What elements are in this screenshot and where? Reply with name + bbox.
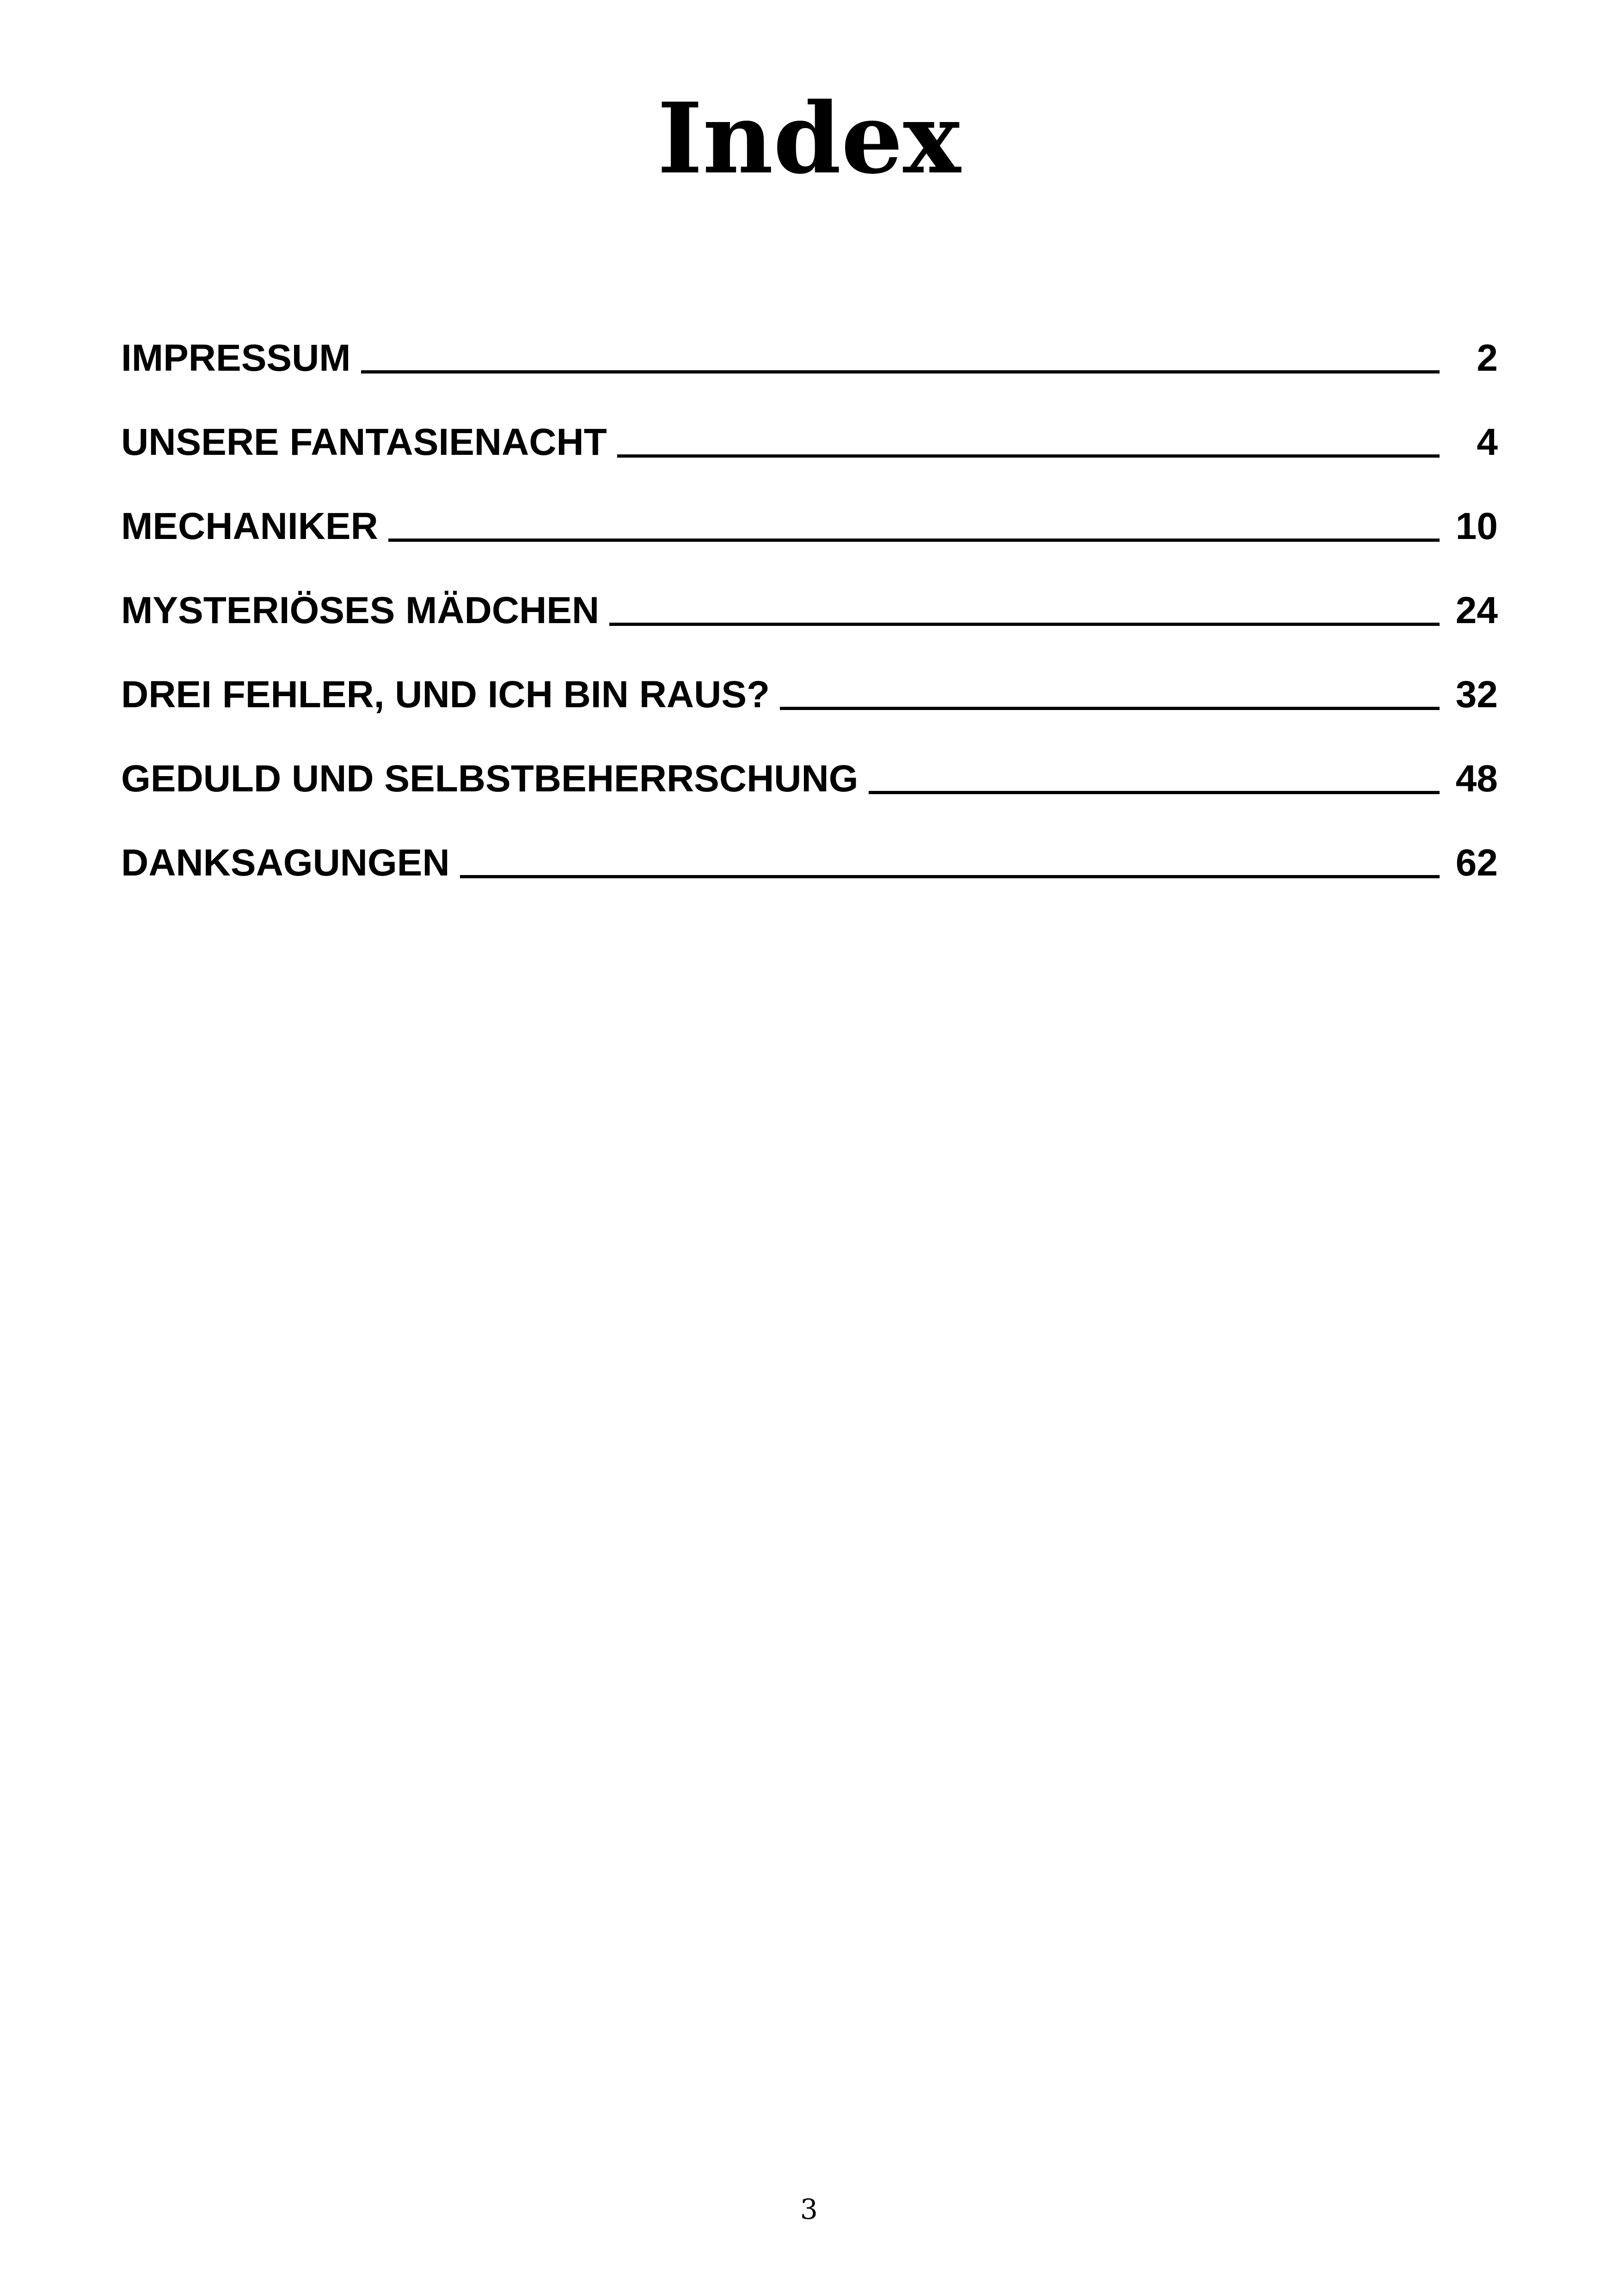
toc-entry-label: IMPRESSUM (121, 337, 351, 379)
toc-entry-page: 10 (1455, 505, 1498, 547)
toc-leader-line (780, 707, 1440, 710)
toc-entry-label: UNSERE FANTASIENACHT (121, 421, 607, 463)
toc-entry-page: 32 (1455, 673, 1498, 716)
toc-leader-line (361, 370, 1440, 373)
toc-entry-page: 2 (1477, 337, 1498, 379)
toc-entry-label: DANKSAGUNGEN (121, 842, 450, 884)
toc-leader-line (460, 875, 1440, 878)
toc-leader-line (388, 539, 1440, 542)
toc-entry-label: MECHANIKER (121, 505, 378, 547)
toc-entry[interactable] (121, 417, 1498, 501)
toc-entry-label: MYSTERIÖSES MÄDCHEN (121, 589, 600, 631)
toc-entry-page: 24 (1455, 589, 1498, 631)
page-title: Index (657, 81, 961, 196)
toc-leader-line (609, 623, 1440, 626)
toc-entry[interactable] (121, 333, 1498, 417)
toc-entry-label: GEDULD UND SELBSTBEHERRSCHUNG (121, 758, 858, 800)
toc-entry[interactable] (121, 838, 1498, 922)
page-number: 3 (800, 2193, 818, 2226)
toc-entry[interactable] (121, 753, 1498, 838)
toc-leader-line (869, 791, 1440, 794)
toc-entry[interactable] (121, 585, 1498, 669)
toc-leader-line (617, 454, 1440, 458)
toc-entry-page: 62 (1455, 842, 1498, 884)
toc-entry[interactable] (121, 501, 1498, 585)
toc-entry-page: 4 (1477, 421, 1498, 463)
toc-entry-page: 48 (1455, 758, 1498, 800)
toc-entry[interactable] (121, 669, 1498, 753)
table-of-contents (121, 333, 1498, 922)
toc-entry-label: DREI FEHLER, UND ICH BIN RAUS? (121, 673, 770, 716)
